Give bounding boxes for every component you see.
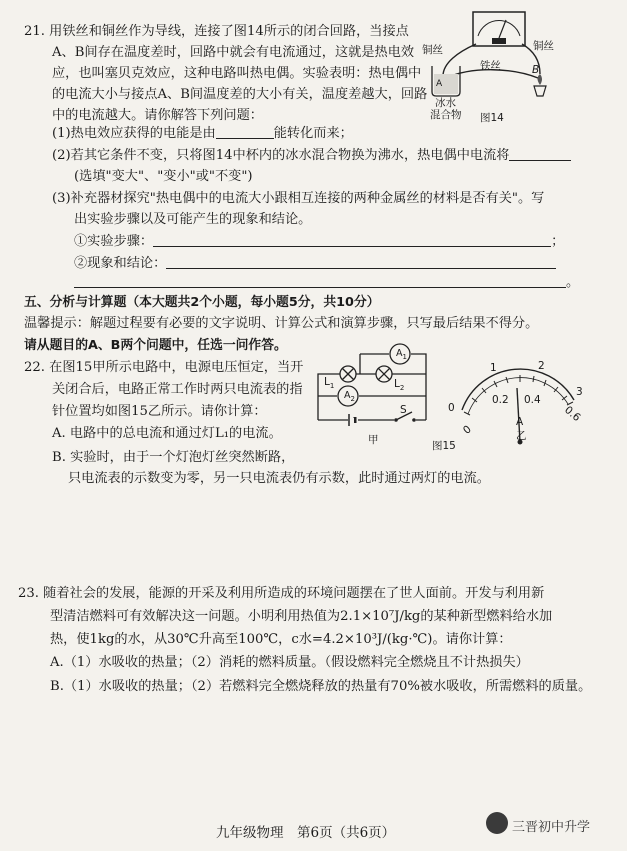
q21-part2 [52,146,571,166]
fig15-caption: 图15 [432,440,456,452]
q21-part1-text-end: 能转化而来； [273,126,353,141]
q21-part1 [52,124,353,144]
figure-14 [418,8,568,128]
q21-part2-blank[interactable] [509,147,571,161]
q21-result-row-2 [74,273,579,293]
watermark-logo-icon [486,812,508,834]
fig14-point-b-label: B [532,64,540,76]
q21-result-end: 。 [566,275,580,290]
circuit-diagram [314,340,444,458]
q21-line-4: 的电流大小与接点A、B间温度差的大小有关，温度差越大，回路 [52,87,428,102]
fig15-a2-label: $A_2$ [344,390,355,403]
fig15-l1-label: $L_1$ [324,376,335,391]
figure-15-meter [446,352,596,452]
meter-inner-tick-1: 0.2 [492,394,509,406]
meter-inner-tick-2: 0.4 [524,394,541,406]
q23-line-1: 23. 随着社会的发展，能源的开采及利用所造成的环境问题摆在了世人面前。开发与利用新 [18,586,545,601]
fig15-yi-label: 乙 [516,430,527,442]
q21-part1-blank[interactable] [216,125,274,139]
fig15-l2-label: $L_2$ [394,378,405,393]
section5-choose: 请从题目的A、B两个问题中，任选一问作答。 [24,338,287,353]
q23-line-3: 热，使1kg的水，从30℃升高至100℃，c水=4.2×10³J/(kg·℃)。请你计算： [50,632,512,647]
fig14-ice-water-label: 冰水 [435,97,456,109]
meter-outer-tick-1: 1 [490,362,497,374]
q21-step-label: ①实验步骤： [74,234,154,249]
meter-outer-tick-2: 2 [538,360,545,372]
fig14-point-a-label: A [436,79,443,89]
q21-result-label: ②现象和结论： [74,256,167,271]
fig14-caption: 图14 [480,112,504,124]
q21-part3-line-1: (3)补充器材探究"热电偶中的电流大小跟相互连接的两种金属丝的材料是否有关"。写 [52,191,545,206]
q22-option-b-line-1: B. 实验时，由于一个灯泡灯丝突然断路， [52,450,295,465]
q21-line-2: A、B间存在温度差时，回路中就会有电流通过，这就是热电效 [52,45,415,60]
meter-outer-tick-0: 0 [448,402,455,414]
fig15-switch-label: S [400,404,407,416]
fig14-mixture-label: 混合物 [430,109,462,121]
q21-line-5: 中的电流越大。请你解答下列问题： [52,108,263,123]
fig14-copper-left-label: 铜丝 [422,44,443,56]
q21-part2-text: (2)若其它条件不变，只将图14中杯内的冰水混合物换为沸水，热电偶中电流将 [52,148,510,163]
meter-inner-tick-0: 0 [460,423,474,437]
q21-step-blank[interactable] [153,233,551,247]
q21-part1-text: (1)热电效应获得的电能是由 [52,126,216,141]
section5-title: 五、分析与计算题（本大题共2个小题，每小题5分，共10分） [24,295,380,310]
q21-line-3: 应，也叫塞贝克效应，这种电路叫热电偶。实验表明：热电偶中 [52,66,422,81]
q22-option-b-line-2: 只电流表的示数变为零，另一只电流表仍有示数，此时通过两灯的电流。 [68,471,490,486]
meter-unit-label: A [516,416,524,428]
q21-part3-line-2: 出实验步骤以及可能产生的现象和结论。 [74,212,312,227]
q22-line-3: 针位置均如图15乙所示。请你计算： [52,404,267,419]
q21-step-end: ； [551,234,565,249]
fig15-a1-label: $A_1$ [396,348,407,361]
q21-step-row [74,232,564,252]
q21-result-row [74,254,556,274]
fig14-copper-right-label: 铜丝 [533,40,554,52]
q23-line-2: 型清洁燃料可有效解决这一问题。小明利用热值为2.1×10⁷J/kg的某种新型燃料给水加 [50,609,553,624]
q23-option-a: A.（1）水吸收的热量；（2）消耗的燃料质量。（假设燃料完全燃烧且不计热损失） [50,655,529,670]
fig15-jia-label: 甲 [368,434,379,446]
q21-result-blank-1[interactable] [166,255,556,269]
meter-outer-tick-3: 3 [576,386,583,398]
q21-result-blank-2[interactable] [74,274,566,288]
q21-part2-options: (选填"变大"、"变小"或"不变") [74,169,253,184]
q23-option-b: B.（1）水吸收的热量；（2）若燃料完全燃烧释放的热量有70%被水吸收，所需燃料的质量。 [50,679,592,694]
watermark-text: 三晋初中升学 [512,820,591,835]
section5-tip: 温馨提示：解题过程要有必要的文字说明、计算公式和演算步骤，只写最后结果不得分。 [24,316,539,331]
meter-inner-tick-3: 0.6 [562,404,583,424]
q22-option-a: A. 电路中的总电流和通过灯L₁的电流。 [52,426,282,441]
fig14-iron-label: 铁丝 [480,60,501,72]
page-footer: 九年级物理 第6页（共6页） [216,825,396,841]
q22-line-2: 关闭合后，电路正常工作时两只电流表的指 [52,382,303,397]
q22-line-1: 22. 在图15甲所示电路中，电源电压恒定，当开 [24,360,304,375]
figure-15-circuit [314,340,444,458]
q21-line-1: 21. 用铁丝和铜丝作为导线，连接了图14所示的闭合回路，当接点 [24,24,409,39]
